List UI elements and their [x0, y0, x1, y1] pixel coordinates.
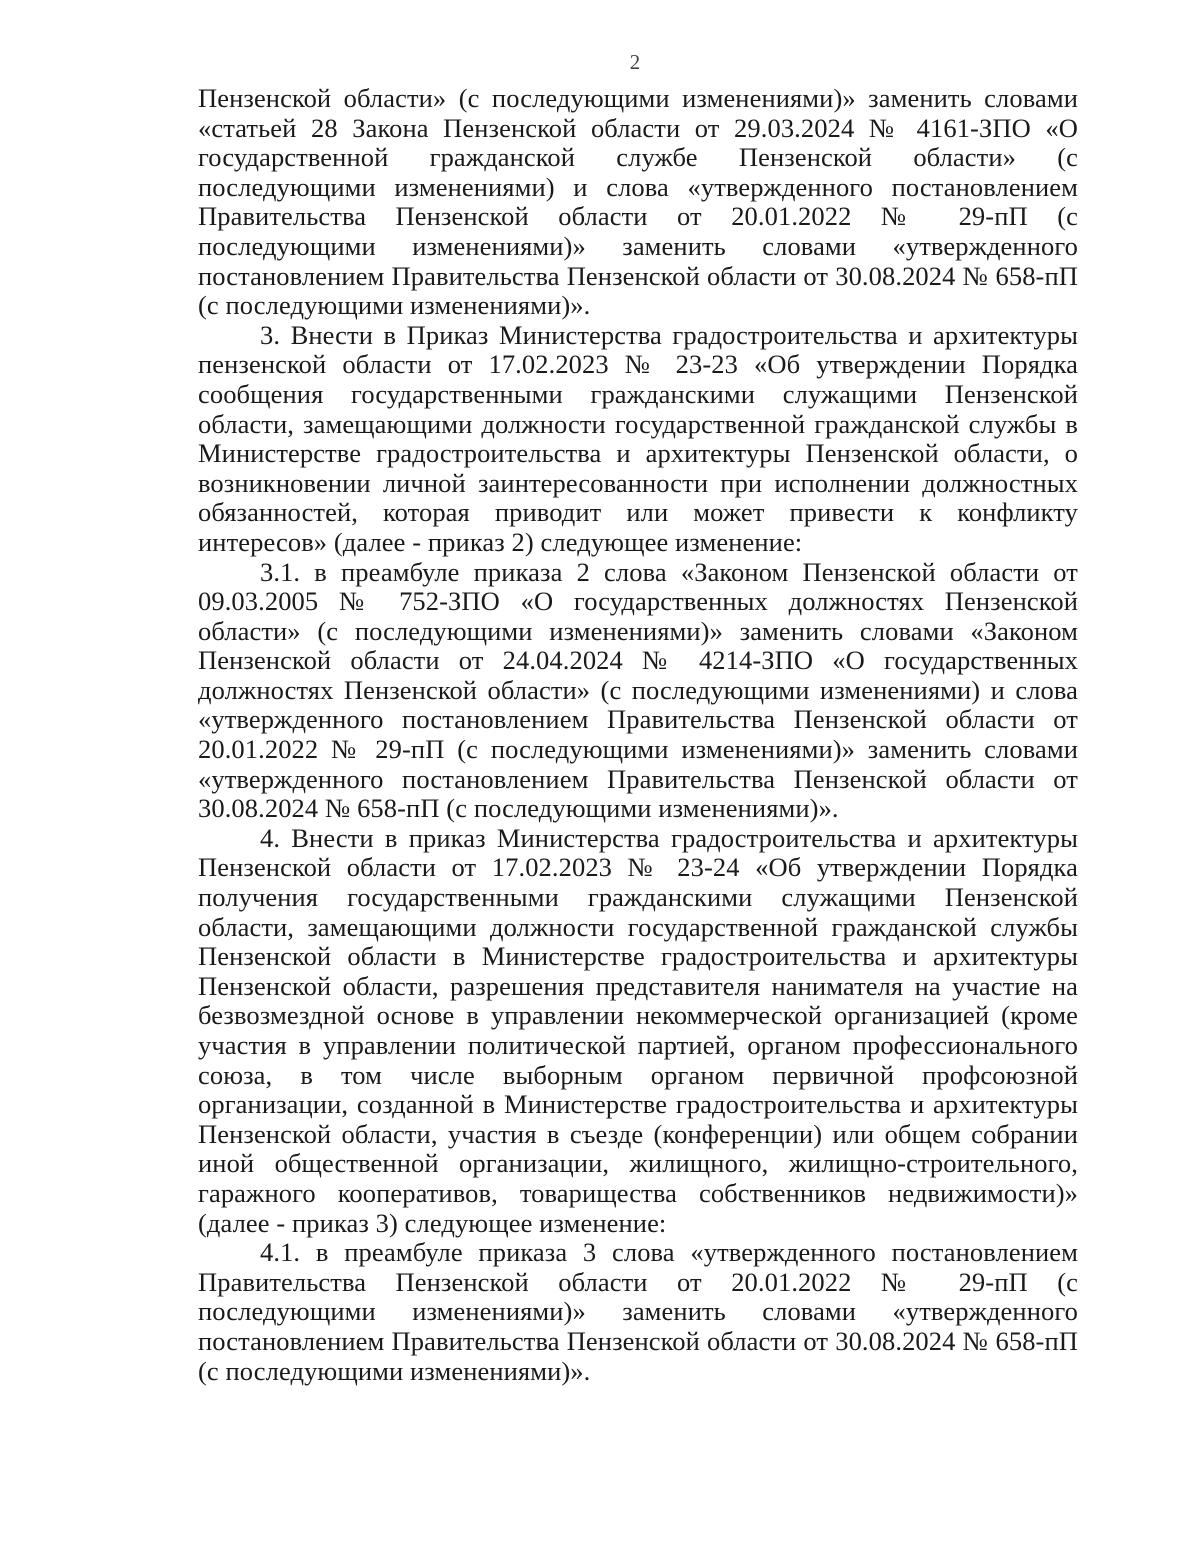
paragraph-item-3: 3. Внести в Приказ Министерства градостроительства и архитектуры пензенской области от 17.02.2023 № 23-23 «Об утверждении Порядка сообщения государственными гражданскими служащими Пензенской области, замещающими должности государственной гражданской службы в Министерстве градостроительства и архитектуры Пензенской области, о возникновении личной заинтересованности при исполнении должностных обязанностей, которая приводит или может привести к конфликту интересов» (далее - приказ 2) следующее изменение:	[198, 319, 1078, 557]
paragraph-continuation: Пензенской области» (с последующими изменениями)» заменить словами «статьей 28 Закона Пензенской области от 29.03.2024 № 4161-ЗПО «О государственной гражданской службе Пензенской области» (с последующими изменениями) и слова «утвержденного постановлением Правительства Пензенской области от 20.01.2022 № 29-пП (с последующими изменениями)» заменить словами «утвержденного постановлением Правительства Пензенской области от 30.08.2024 № 658-пП (с последующими изменениями)».	[198, 83, 1078, 321]
document-body	[198, 84, 1078, 1386]
page-number: 2	[629, 50, 641, 74]
paragraph-item-4: 4. Внести в приказ Министерства градостроительства и архитектуры Пензенской области от 17.02.2023 № 23-24 «Об утверждении Порядка получения государственными гражданскими служащими Пензенской области, замещающими должности государственной гражданской службы Пензенской области в Министерстве градостроительства и архитектуры Пензенской области, разрешения представителя нанимателя на участие на безвозмездной основе в управлении некоммерческой организацией (кроме участия в управлении политической партией, органом профессионального союза, в том числе выборным органом первичной профсоюзной организации, созданной в Министерстве градостроительства и архитектуры Пензенской области, участия в съезде (конференции) или общем собрании иной общественной организации, жилищного, жилищно-строительного, гаражного кооперативов, товарищества собственников недвижимости)» (далее - приказ 3) следующее изменение:	[198, 822, 1078, 1238]
paragraph-item-4-1: 4.1. в преамбуле приказа 3 слова «утвержденного постановлением Правительства Пензенской области от 20.01.2022 № 29-пП (с последующими изменениями)» заменить словами «утвержденного постановлением Правительства Пензенской области от 30.08.2024 № 658-пП (с последующими изменениями)».	[198, 1237, 1078, 1386]
paragraph-item-3-1: 3.1. в преамбуле приказа 2 слова «Законом Пензенской области от 09.03.2005 № 752-ЗПО «О государственных должностях Пензенской области» (с последующими изменениями)» заменить словами «Законом Пензенской области от 24.04.2024 № 4214-ЗПО «О государственных должностях Пензенской области» (с последующими изменениями) и слова «утвержденного постановлением Правительства Пензенской области от 20.01.2022 № 29-пП (с последующими изменениями)» заменить словами «утвержденного постановлением Правительства Пензенской области от 30.08.2024 № 658-пП (с последующими изменениями)».	[198, 556, 1078, 824]
